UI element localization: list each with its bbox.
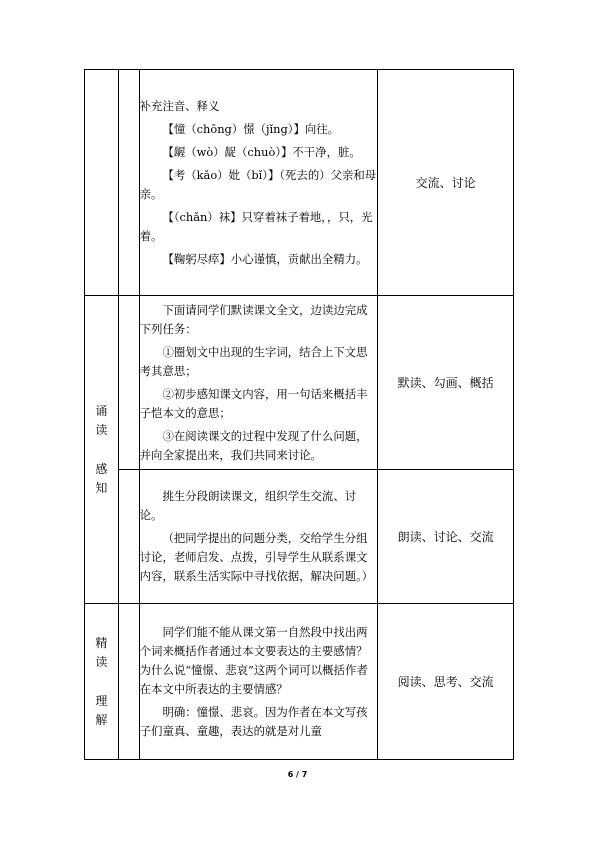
stage-char: 精: [95, 635, 108, 650]
stage-char: 读: [95, 422, 108, 437]
method-cell: 交流、讨论: [378, 70, 514, 296]
content-paragraph: ①圈划文中出现的生字词，结合上下文思考其意思；: [139, 344, 368, 378]
method-cell: 朗读、讨论、交流: [378, 470, 514, 604]
content-paragraph: 下面请同学们默读课文全文，边读边完成下列任务：: [139, 302, 368, 336]
spacer-cell: [118, 604, 139, 760]
content-cell: [139, 604, 378, 760]
table-row: [85, 604, 514, 760]
lesson-plan-table: [84, 69, 514, 760]
stage-char: 诵: [95, 403, 108, 418]
content-paragraph: 【龌（wò）龊（chuò）】不干净，脏。: [162, 144, 361, 159]
content-paragraph: 【憧（chōng）憬（jǐng）】向往。: [162, 121, 340, 136]
spacer-cell: [118, 470, 139, 604]
table-row: [85, 70, 514, 296]
table-row: [85, 470, 514, 604]
stage-char: 读: [95, 654, 108, 669]
content-paragraph: （把同学提出的问题分类，交给学生分组讨论，老师启发、点拨，引导学生从联系课文内容，联系生活实际中寻找依据，解决问题。）: [139, 531, 374, 583]
content-cell: [139, 470, 378, 604]
content-cell: [139, 296, 378, 470]
content-paragraph: 同学们能不能从课文第一自然段中找出两个词来概括作者通过本文要表达的主要感情？为什么说“憧憬、悲哀”这两个词可以概括作者在本文中所表达的主要情感？: [139, 624, 368, 696]
stage-char: 知: [95, 480, 108, 495]
stage-cell-reading-perception: [85, 296, 119, 604]
content-paragraph: 【鞠躬尽瘁】小心谨慎，贡献出全精力。: [162, 251, 368, 266]
content-paragraph: ②初步感知课文内容，用一句话来概括丰子恺本文的意思；: [139, 386, 368, 420]
content-cell: [139, 70, 378, 296]
stage-char: 解: [95, 712, 108, 727]
stage-char: 感: [95, 461, 108, 476]
spacer-cell: [118, 296, 139, 470]
spacer-cell: [118, 70, 139, 296]
stage-cell-empty: [85, 70, 119, 296]
method-cell: 默读、勾画、概括: [378, 296, 514, 470]
content-paragraph: 明确：憧憬、悲哀。因为作者在本文写孩子们童真、童趣，表达的就是对儿童: [139, 704, 368, 738]
content-paragraph: 【（chǎn）袜】只穿着袜子着地，，只，光着。: [139, 209, 373, 243]
method-cell: 阅读、思考、交流: [378, 604, 514, 760]
page-number: 6 / 7: [287, 770, 308, 779]
content-paragraph: ③在阅读课文的过程中发现了什么问题，并向全家提出来，我们共同来讨论。: [139, 428, 368, 462]
content-paragraph: 挑生分段朗读课文，组织学生交流、讨论。: [139, 489, 357, 522]
content-paragraph: 补充注音、释义: [139, 98, 220, 113]
table-row: [85, 296, 514, 470]
content-paragraph: 【考（kǎo）妣（bǐ）】（死去的）父亲和母亲。: [139, 167, 377, 201]
stage-cell-close-reading: [85, 604, 119, 760]
stage-char: 理: [95, 693, 108, 708]
